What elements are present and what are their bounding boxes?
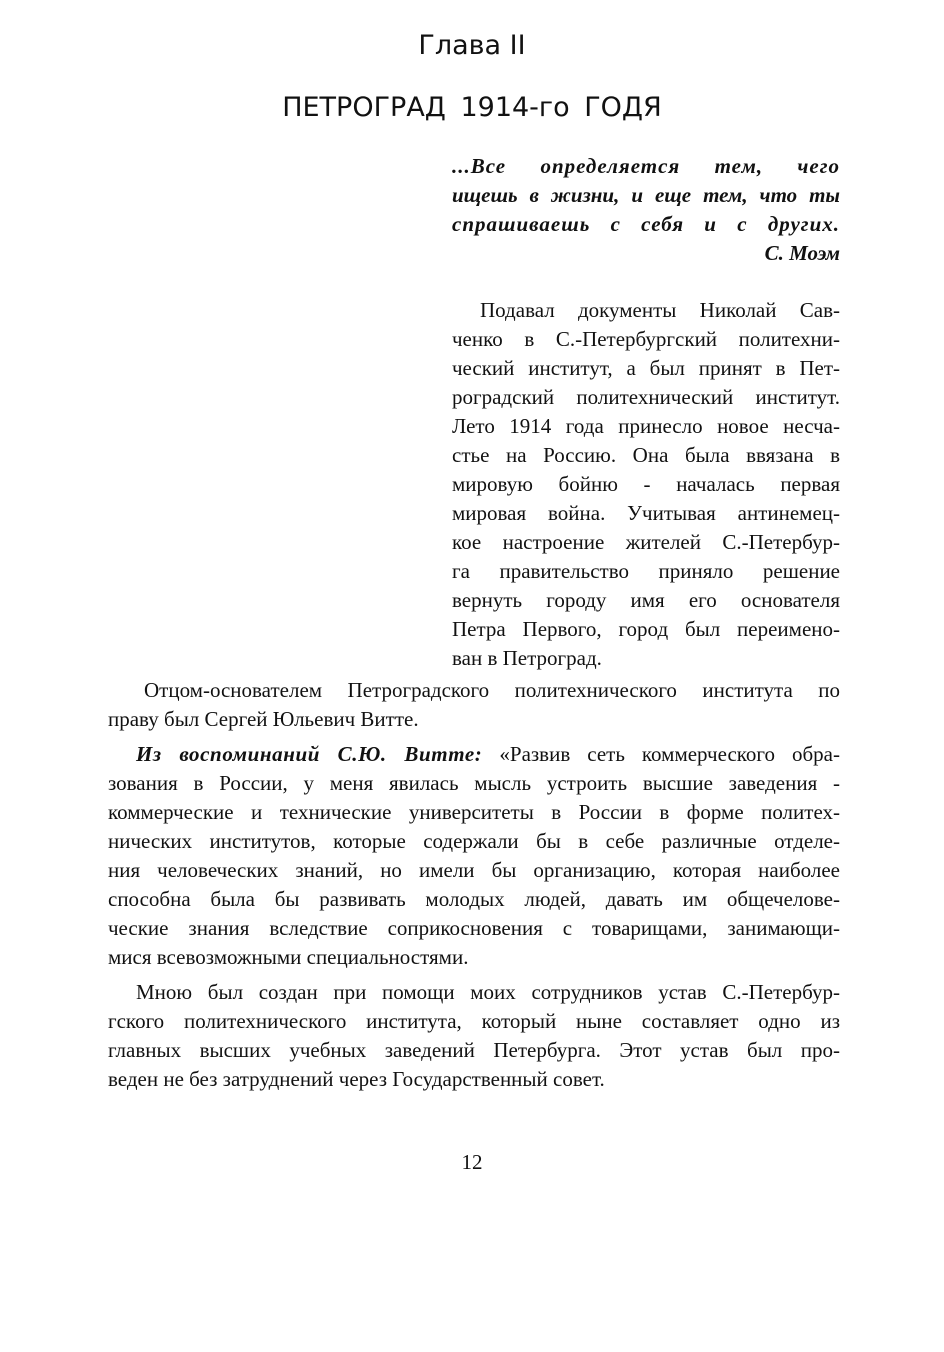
paragraph-admission	[452, 296, 840, 673]
paragraph-charter	[108, 978, 840, 1094]
text-line: стье на Россию. Она была ввязана в	[452, 443, 840, 467]
epigraph-line: спрашиваешь с себя и с других.	[452, 212, 840, 236]
text-line: веден не без затруднений через Государственный совет.	[108, 1067, 605, 1091]
text-line: ческие знания вследствие соприкосновения с товарищами, занимающи-	[108, 916, 840, 940]
text-line: способна была бы развивать молодых людей, давать им общечелове-	[108, 887, 840, 911]
epigraph-line: ...Все определяется тем, чего	[452, 154, 840, 178]
text-line: Лето 1914 года принесло новое несча-	[452, 414, 840, 438]
text-line: главных высших учебных заведений Петербурга. Этот устав был про-	[108, 1038, 840, 1062]
text-line: роградский политехнический институт.	[452, 385, 840, 409]
text-line: кое настроение жителей С.-Петербур-	[452, 530, 840, 554]
text-line: Петра Первого, город был переимено-	[452, 617, 840, 641]
text-line: га правительство приняло решение	[452, 559, 840, 583]
quote-start: «Развив сеть коммерческого обра-	[499, 742, 840, 766]
text-line: Мною был создан при помощи моих сотрудников устав С.-Петербур-	[136, 980, 840, 1004]
page-number: 12	[461, 1150, 483, 1174]
text-line: Отцом-основателем Петроградского политехнического института по	[144, 678, 840, 702]
text-line: зования в России, у меня явилась мысль устроить высшие заведения -	[108, 771, 840, 795]
text-line: ван в Петроград.	[452, 646, 602, 670]
epigraph-line: ищешь в жизни, и еще тем, что ты	[452, 183, 840, 207]
quote-source: Из воспоминаний С.Ю. Витте:	[136, 742, 483, 766]
text-line: мися всевозможными специальностями.	[108, 945, 469, 969]
chapter-title: ПЕТРОГРАД 1914-го ГОДЯ	[282, 92, 662, 123]
text-line: мировая война. Учитывая антинемец-	[452, 501, 840, 525]
epigraph-author: С. Моэм	[764, 241, 840, 265]
text-line: ческий институт, а был принят в Пет-	[452, 356, 840, 380]
text-line: ния человеческих знаний, но имели бы организацию, которая наиболее	[108, 858, 840, 882]
text-line	[108, 740, 840, 769]
paragraph-quote	[108, 740, 840, 972]
text-line: Подавал документы Николай Сав-	[480, 298, 840, 322]
paragraph-founder	[108, 676, 840, 734]
text-line: коммерческие и технические университеты в России в форме политех-	[108, 800, 840, 824]
text-line: праву был Сергей Юльевич Витте.	[108, 707, 419, 731]
text-line: ченко в С.-Петербургский политехни-	[452, 327, 840, 351]
chapter-label: Глава II	[418, 30, 526, 61]
text-line: вернуть городу имя его основателя	[452, 588, 840, 612]
text-line: гского политехнического института, который ныне составляет одно из	[108, 1009, 840, 1033]
epigraph	[452, 152, 840, 268]
text-line: нических институтов, которые содержали бы в себе различные отделе-	[108, 829, 840, 853]
body-text	[108, 676, 840, 1094]
text-line: мировую бойню - началась первая	[452, 472, 840, 496]
